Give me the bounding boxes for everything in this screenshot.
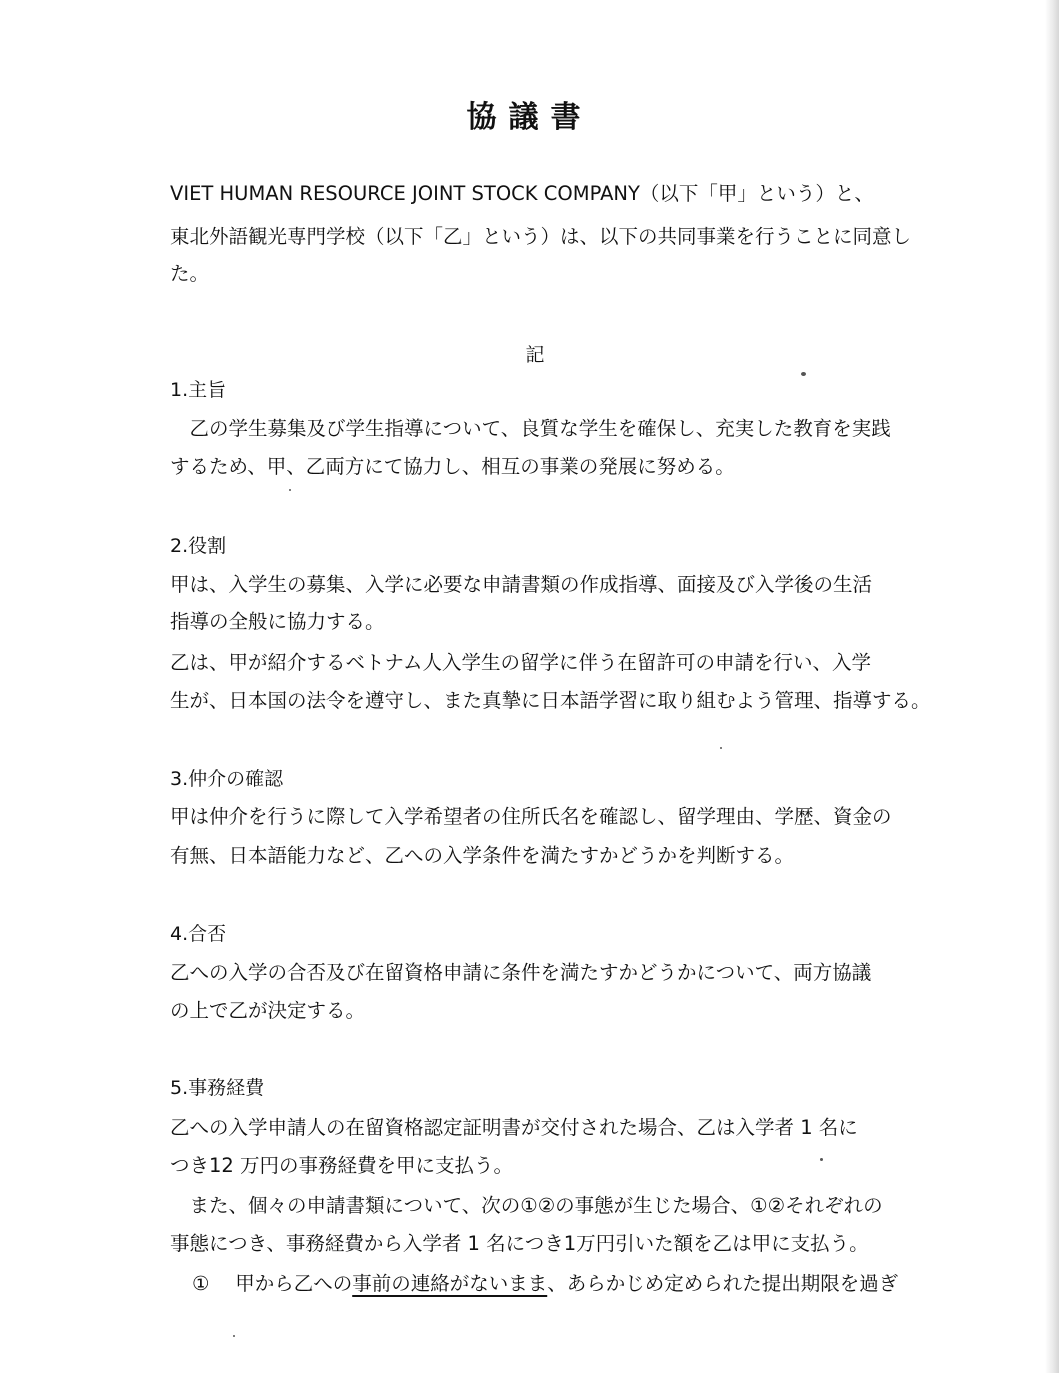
scan-edge-shadow — [1045, 0, 1059, 1373]
item-1-text-before: 甲から乙への — [235, 1272, 353, 1295]
scan-speck — [233, 1335, 235, 1337]
section-3-line-1: 甲は仲介を行うに際して入学希望者の住所氏名を確認し、留学理由、学歴、資金の — [170, 805, 892, 828]
item-1-marker: ① — [192, 1272, 210, 1295]
ki-marker: 記 — [525, 344, 545, 366]
section-5-line-3: また、個々の申請書類について、次の①②の事態が生じた場合、①②それぞれの — [170, 1194, 883, 1217]
scan-speck — [801, 372, 806, 376]
section-5-item-1 — [192, 1271, 898, 1297]
scan-speck — [720, 747, 722, 749]
section-1-line-2: するため、甲、乙両方にて協力し、相互の事業の発展に努める。 — [170, 455, 735, 478]
document-title: 協議書 — [466, 100, 593, 135]
section-3-heading: 3.仲介の確認 — [170, 768, 284, 790]
section-2-line-1: 甲は、入学生の募集、入学に必要な申請書類の作成指導、面接及び入学後の生活 — [170, 573, 873, 596]
section-2-line-4: 生が、日本国の法令を遵守し、また真摯に日本語学習に取り組むよう管理、指導する。 — [170, 689, 931, 712]
item-1-underlined-text: 事前の連絡がないまま — [352, 1272, 548, 1295]
section-4-heading: 4.合否 — [170, 923, 227, 945]
section-2-line-2: 指導の全般に協力する。 — [170, 610, 385, 633]
section-5-heading: 5.事務経費 — [170, 1077, 265, 1099]
section-4-line-1: 乙への入学の合否及び在留資格申請に条件を満たすかどうかについて、両方協議 — [170, 961, 872, 984]
scan-speck — [289, 489, 291, 491]
item-1-text-after: 、あらかじめ定められた提出期限を過ぎ — [547, 1272, 899, 1295]
section-3-line-2: 有無、日本語能力など、乙への入学条件を満たすかどうかを判断する。 — [170, 844, 795, 867]
section-2-heading: 2.役割 — [170, 535, 227, 557]
section-2-line-3: 乙は、甲が紹介するベトナム人入学生の留学に伴う在留許可の申請を行い、入学 — [170, 651, 872, 674]
section-1-line-1: 乙の学生募集及び学生指導について、良質な学生を確保し、充実した教育を実践 — [170, 417, 891, 440]
section-1-heading: 1.主旨 — [170, 379, 227, 401]
intro-line-1: VIET HUMAN RESOURCE JOINT STOCK COMPANY（以下「甲」という）と、 — [170, 182, 874, 205]
section-5-line-2: つき12 万円の事務経費を甲に支払う。 — [170, 1154, 514, 1177]
scan-speck — [820, 1158, 823, 1161]
intro-line-3: た。 — [170, 262, 210, 285]
section-5-line-1: 乙への入学申請人の在留資格認定証明書が交付された場合、乙は入学者 1 名に — [170, 1116, 858, 1139]
intro-line-2: 東北外語観光専門学校（以下「乙」という）は、以下の共同事業を行うことに同意し — [170, 225, 912, 248]
section-4-line-2: の上で乙が決定する。 — [170, 999, 366, 1022]
section-5-line-4: 事態につき、事務経費から入学者 1 名につき1万円引いた額を乙は甲に支払う。 — [170, 1232, 869, 1255]
